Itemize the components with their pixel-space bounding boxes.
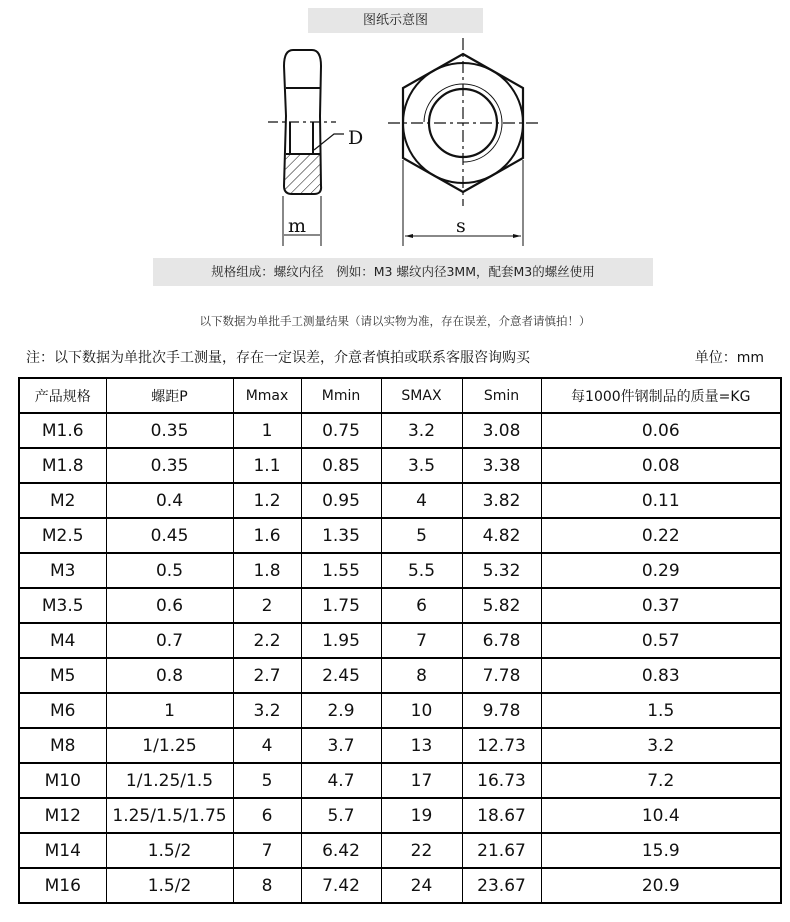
cell-pitch: 0.7 xyxy=(106,623,233,658)
cell-mmin: 1.35 xyxy=(301,518,381,553)
header-mmin: Mmin xyxy=(301,378,381,413)
header-pitch: 螺距P xyxy=(106,378,233,413)
header-weight: 每1000件钢制品的质量=KG xyxy=(541,378,781,413)
cell-smin: 23.67 xyxy=(462,868,541,903)
measure-note: 以下数据为单批手工测量结果（请以实物为准，存在误差，介意者请慎拍！） xyxy=(199,314,591,328)
diagram-title: 图纸示意图 xyxy=(308,8,483,33)
cell-spec: M14 xyxy=(19,833,106,868)
cell-smax: 3.5 xyxy=(381,448,462,483)
cell-smax: 8 xyxy=(381,658,462,693)
cell-mmin: 1.55 xyxy=(301,553,381,588)
cell-spec: M16 xyxy=(19,868,106,903)
cell-weight: 1.5 xyxy=(541,693,781,728)
table-row xyxy=(19,448,781,483)
cell-mmax: 1 xyxy=(233,413,301,448)
cell-smax: 22 xyxy=(381,833,462,868)
cell-pitch: 0.8 xyxy=(106,658,233,693)
cell-pitch: 1.5/2 xyxy=(106,868,233,903)
cell-smin: 18.67 xyxy=(462,798,541,833)
cell-mmin: 2.45 xyxy=(301,658,381,693)
cell-smax: 10 xyxy=(381,693,462,728)
cell-weight: 0.06 xyxy=(541,413,781,448)
cell-smax: 7 xyxy=(381,623,462,658)
cell-weight: 0.37 xyxy=(541,588,781,623)
table-header-row xyxy=(19,378,781,413)
table-row xyxy=(19,553,781,588)
cell-mmax: 4 xyxy=(233,728,301,763)
table-row xyxy=(19,728,781,763)
cell-weight: 15.9 xyxy=(541,833,781,868)
cell-spec: M1.6 xyxy=(19,413,106,448)
cell-pitch: 0.4 xyxy=(106,483,233,518)
cell-smin: 7.78 xyxy=(462,658,541,693)
cell-mmin: 5.7 xyxy=(301,798,381,833)
table-body xyxy=(19,413,781,903)
cell-mmin: 7.42 xyxy=(301,868,381,903)
cell-smax: 19 xyxy=(381,798,462,833)
spec-table xyxy=(18,377,782,904)
cell-smax: 17 xyxy=(381,763,462,798)
spec-caption: 规格组成：螺纹内径 例如：M3 螺纹内径3MM，配套M3的螺丝使用 xyxy=(153,258,653,286)
cell-smin: 16.73 xyxy=(462,763,541,798)
cell-smin: 12.73 xyxy=(462,728,541,763)
cell-mmax: 7 xyxy=(233,833,301,868)
cell-mmax: 8 xyxy=(233,868,301,903)
cell-mmin: 6.42 xyxy=(301,833,381,868)
cell-smin: 3.08 xyxy=(462,413,541,448)
cell-smax: 24 xyxy=(381,868,462,903)
cell-spec: M3 xyxy=(19,553,106,588)
cell-pitch: 0.35 xyxy=(106,448,233,483)
cell-pitch: 1/1.25 xyxy=(106,728,233,763)
header-smax: SMAX xyxy=(381,378,462,413)
cell-mmax: 6 xyxy=(233,798,301,833)
cell-pitch: 1 xyxy=(106,693,233,728)
cell-smin: 5.32 xyxy=(462,553,541,588)
cell-spec: M10 xyxy=(19,763,106,798)
cell-mmax: 3.2 xyxy=(233,693,301,728)
cell-pitch: 1/1.25/1.5 xyxy=(106,763,233,798)
cell-pitch: 0.5 xyxy=(106,553,233,588)
cell-smin: 9.78 xyxy=(462,693,541,728)
table-row xyxy=(19,693,781,728)
table-row xyxy=(19,588,781,623)
cell-pitch: 0.45 xyxy=(106,518,233,553)
cell-spec: M2 xyxy=(19,483,106,518)
cell-smax: 4 xyxy=(381,483,462,518)
cell-spec: M5 xyxy=(19,658,106,693)
cell-smax: 5 xyxy=(381,518,462,553)
cell-weight: 20.9 xyxy=(541,868,781,903)
disclaimer-note: 注：以下数据为单批次手工测量，存在一定误差，介意者慎拍或联系客服咨询购买 xyxy=(26,350,530,366)
cell-smin: 3.38 xyxy=(462,448,541,483)
cell-mmax: 2.7 xyxy=(233,658,301,693)
cell-mmax: 2.2 xyxy=(233,623,301,658)
cell-mmin: 2.9 xyxy=(301,693,381,728)
table-row xyxy=(19,763,781,798)
table-row xyxy=(19,483,781,518)
cell-mmin: 0.75 xyxy=(301,413,381,448)
label-d: D xyxy=(348,127,364,149)
table-row xyxy=(19,658,781,693)
cell-spec: M6 xyxy=(19,693,106,728)
cell-mmin: 1.75 xyxy=(301,588,381,623)
header-mmax: Mmax xyxy=(233,378,301,413)
table-row xyxy=(19,518,781,553)
cell-mmin: 1.95 xyxy=(301,623,381,658)
cell-weight: 0.83 xyxy=(541,658,781,693)
table-row xyxy=(19,798,781,833)
table-row xyxy=(19,413,781,448)
cell-smax: 5.5 xyxy=(381,553,462,588)
cell-pitch: 0.35 xyxy=(106,413,233,448)
cell-pitch: 1.5/2 xyxy=(106,833,233,868)
cell-weight: 0.11 xyxy=(541,483,781,518)
cell-mmin: 4.7 xyxy=(301,763,381,798)
cell-mmax: 5 xyxy=(233,763,301,798)
cell-mmin: 0.85 xyxy=(301,448,381,483)
cell-mmax: 1.6 xyxy=(233,518,301,553)
cell-smax: 6 xyxy=(381,588,462,623)
cell-weight: 0.08 xyxy=(541,448,781,483)
header-smin: Smin xyxy=(462,378,541,413)
label-s: s xyxy=(456,215,466,237)
cell-smin: 5.82 xyxy=(462,588,541,623)
cell-weight: 0.57 xyxy=(541,623,781,658)
cell-spec: M4 xyxy=(19,623,106,658)
cell-smin: 3.82 xyxy=(462,483,541,518)
cell-smax: 3.2 xyxy=(381,413,462,448)
cell-smin: 4.82 xyxy=(462,518,541,553)
cell-pitch: 0.6 xyxy=(106,588,233,623)
cell-mmax: 1.1 xyxy=(233,448,301,483)
cell-spec: M12 xyxy=(19,798,106,833)
table-row xyxy=(19,623,781,658)
hex-nut-drawing xyxy=(250,36,550,250)
cell-spec: M8 xyxy=(19,728,106,763)
cell-weight: 0.29 xyxy=(541,553,781,588)
cell-smax: 13 xyxy=(381,728,462,763)
table-row xyxy=(19,833,781,868)
cell-mmax: 2 xyxy=(233,588,301,623)
cell-mmin: 3.7 xyxy=(301,728,381,763)
cell-weight: 0.22 xyxy=(541,518,781,553)
cell-mmax: 1.2 xyxy=(233,483,301,518)
header-spec: 产品规格 xyxy=(19,378,106,413)
cell-weight: 10.4 xyxy=(541,798,781,833)
cell-mmax: 1.8 xyxy=(233,553,301,588)
cell-spec: M1.8 xyxy=(19,448,106,483)
label-m: m xyxy=(288,215,307,237)
cell-pitch: 1.25/1.5/1.75 xyxy=(106,798,233,833)
unit-label: 单位：mm xyxy=(694,350,764,366)
cell-spec: M3.5 xyxy=(19,588,106,623)
cell-weight: 3.2 xyxy=(541,728,781,763)
cell-weight: 7.2 xyxy=(541,763,781,798)
cell-spec: M2.5 xyxy=(19,518,106,553)
cell-smin: 21.67 xyxy=(462,833,541,868)
cell-smin: 6.78 xyxy=(462,623,541,658)
cell-mmin: 0.95 xyxy=(301,483,381,518)
table-row xyxy=(19,868,781,903)
hatch-section-icon xyxy=(285,155,321,193)
